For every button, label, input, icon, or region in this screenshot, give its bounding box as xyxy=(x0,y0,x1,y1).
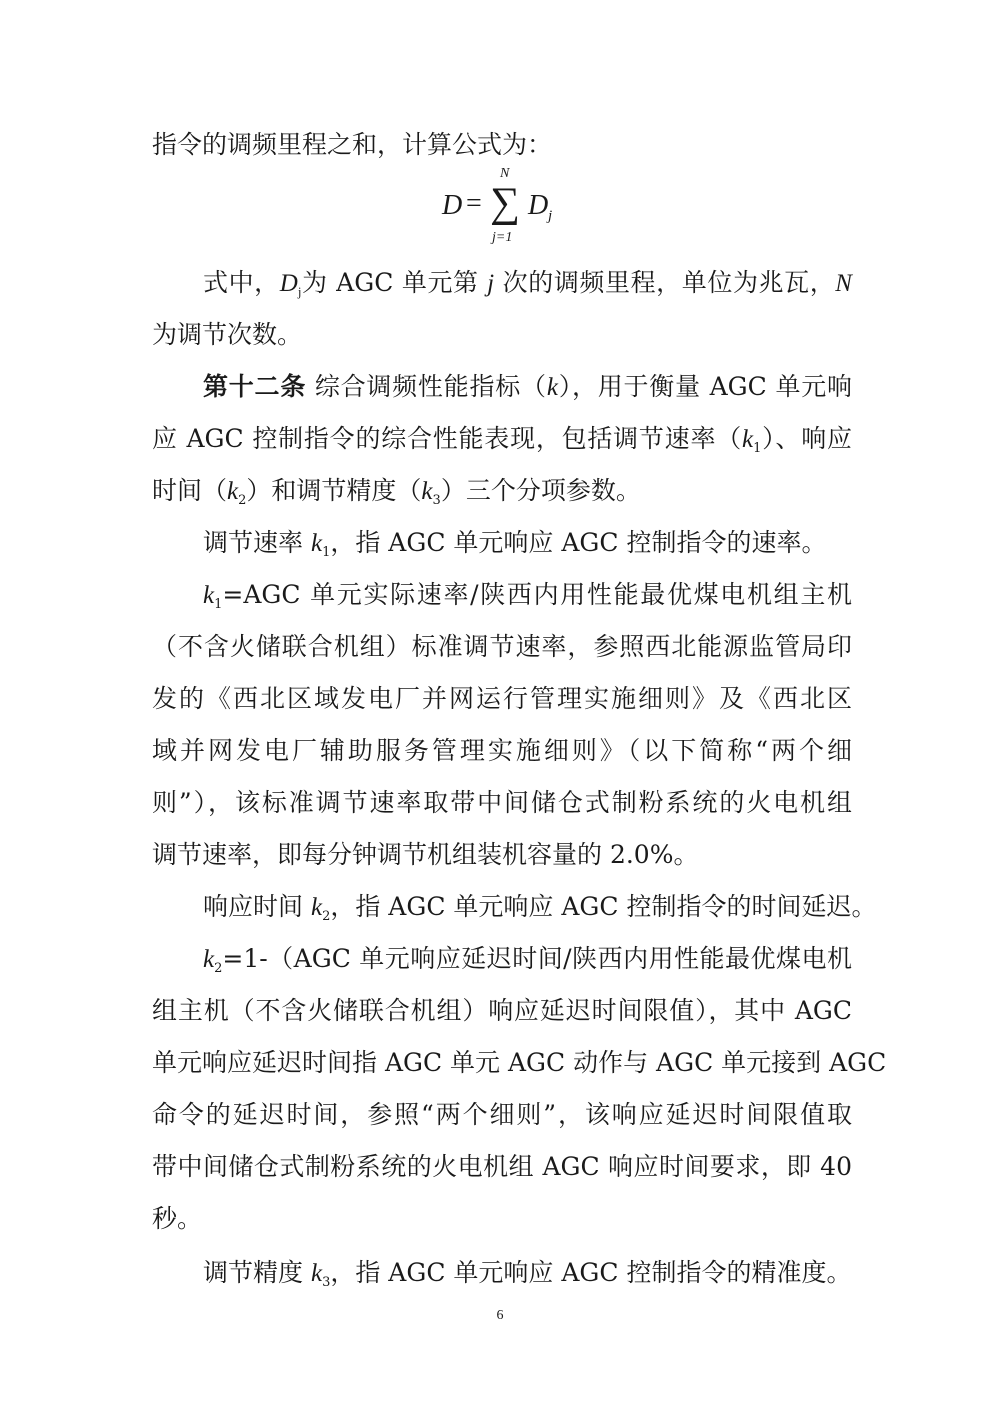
text-run: ）三个分项参数。 xyxy=(440,476,641,505)
article-heading: 第十二条 xyxy=(203,372,307,401)
var-k: k xyxy=(310,894,323,921)
text-line xyxy=(203,370,852,404)
text-line xyxy=(203,890,877,924)
formula-sum-d xyxy=(420,166,620,252)
var-d: D xyxy=(279,270,298,297)
formula-term: D xyxy=(528,190,549,221)
formula-upper-limit: N xyxy=(500,166,510,181)
text-line: 秒。 xyxy=(152,1204,203,1233)
text-line xyxy=(203,578,852,612)
text-line: 域并网发电厂辅助服务管理实施细则》（以下简称“两个细 xyxy=(152,736,852,765)
text-line xyxy=(203,942,852,976)
text-run: ，指 AGC 单元响应 AGC 控制指令的精准度。 xyxy=(330,1258,852,1287)
var-k: k xyxy=(203,582,215,609)
var-k: k xyxy=(310,530,323,557)
text-run: ）、响应 xyxy=(761,424,852,453)
text-run: =1-（AGC 单元响应延迟时间/陕西内用性能最优煤电机 xyxy=(222,944,852,973)
subscript: 2 xyxy=(322,909,331,924)
text-run: 式中， xyxy=(203,268,280,297)
text-line: 单元响应延迟时间指 AGC 单元 AGC 动作与 AGC 单元接到 AGC xyxy=(152,1048,887,1077)
subscript: 2 xyxy=(238,493,247,508)
text-run: 调节速率 xyxy=(203,528,311,557)
var-j: j xyxy=(487,270,495,297)
text-line xyxy=(203,1256,852,1290)
text-run: 应 AGC 控制指令的综合性能表现，包括调节速率（ xyxy=(152,424,742,453)
subscript: 1 xyxy=(753,441,762,456)
formula-lhs: D xyxy=(442,190,463,221)
var-k: k xyxy=(421,478,433,505)
subscript: 1 xyxy=(214,597,223,612)
subscript: 3 xyxy=(432,493,441,508)
text-line: （不含火储联合机组）标准调节速率，参照西北能源监管局印 xyxy=(152,632,852,661)
subscript: 1 xyxy=(322,545,331,560)
text-run: 次的调频里程，单位为兆瓦， xyxy=(494,268,836,297)
subscript: j xyxy=(297,284,302,299)
page-number: 6 xyxy=(496,1308,504,1323)
text-run: ，指 AGC 单元响应 AGC 控制指令的速率。 xyxy=(330,528,827,557)
var-k: k xyxy=(227,478,239,505)
var-k: k xyxy=(742,426,754,453)
text-line xyxy=(203,526,852,560)
var-n: N xyxy=(835,270,852,297)
var-k: k xyxy=(310,1260,323,1287)
subscript: 2 xyxy=(214,961,223,976)
text-line: 调节速率，即每分钟调节机组装机容量的 2.0%。 xyxy=(152,840,699,869)
text-line: 为调节次数。 xyxy=(152,320,303,349)
text-line: 指令的调频里程之和，计算公式为： xyxy=(152,130,553,159)
text-run: ，指 AGC 单元响应 AGC 控制指令的时间延迟。 xyxy=(330,892,877,921)
text-line: 命令的延迟时间，参照“两个细则”，该响应延迟时间限值取 xyxy=(152,1100,852,1129)
text-run: 响应时间 xyxy=(203,892,311,921)
formula-equals: = xyxy=(466,188,482,219)
text-run: 综合调频性能指标（ xyxy=(306,372,547,401)
text-run: 为 AGC 单元第 xyxy=(301,268,488,297)
text-run: ）和调节精度（ xyxy=(246,476,422,505)
subscript: 3 xyxy=(322,1275,331,1290)
var-k: k xyxy=(546,374,558,401)
formula-lower-limit: j=1 xyxy=(492,230,513,245)
formula-term-subscript: j xyxy=(548,208,553,224)
text-run: 时间（ xyxy=(152,476,228,505)
text-line: 发的《西北区域发电厂并网运行管理实施细则》及《西北区 xyxy=(152,684,852,713)
text-line: 则”），该标准调节速率取带中间储仓式制粉系统的火电机组 xyxy=(152,788,852,817)
text-run: ），用于衡量 AGC 单元响 xyxy=(557,372,852,401)
text-line xyxy=(152,422,852,456)
text-run: 调节精度 xyxy=(203,1258,311,1287)
text-line xyxy=(203,266,852,300)
text-line: 带中间储仓式制粉系统的火电机组 AGC 响应时间要求，即 40 xyxy=(152,1152,852,1181)
text-run: =AGC 单元实际速率/陕西内用性能最优煤电机组主机 xyxy=(222,580,852,609)
var-k: k xyxy=(203,946,215,973)
sigma-symbol: ∑ xyxy=(490,180,520,226)
text-line: 组主机（不含火储联合机组）响应延迟时间限值），其中 AGC xyxy=(152,996,852,1025)
text-line xyxy=(152,474,852,508)
